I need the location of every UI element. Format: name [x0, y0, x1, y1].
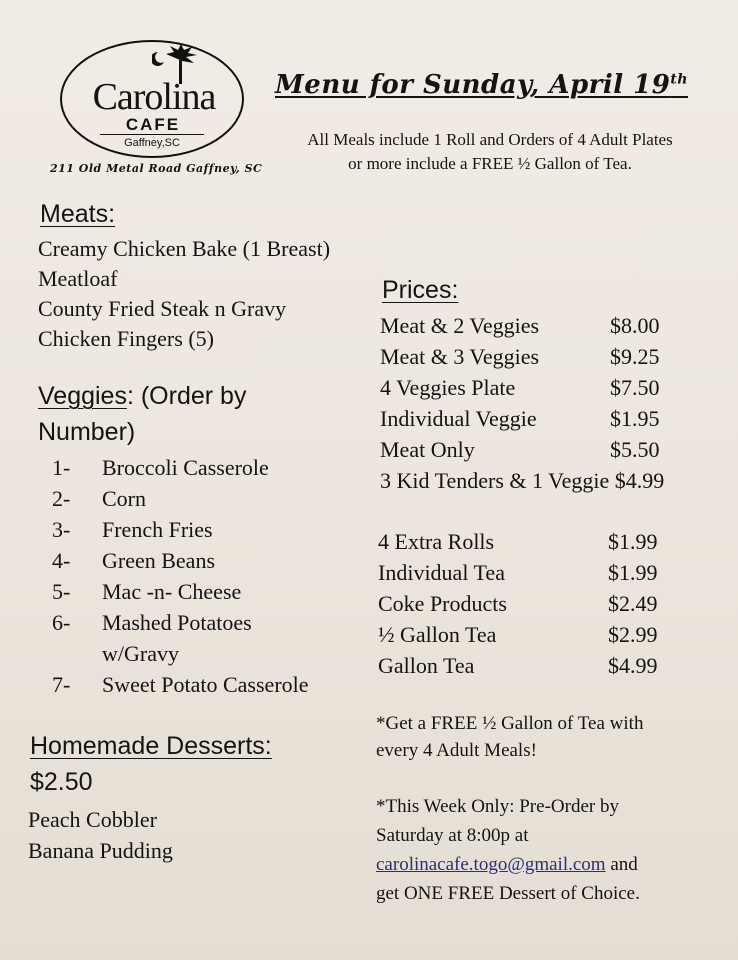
veggie-number: 1- — [52, 455, 71, 480]
price-item: Individual Veggie — [380, 406, 537, 431]
price-row — [380, 434, 730, 465]
cafe-logo — [60, 40, 244, 158]
intro-line-1: All Meals include 1 Roll and Orders of 4 Adult Plates — [307, 130, 673, 149]
free-tea-line-2: every 4 Adult Meals! — [376, 740, 537, 761]
logo-town: Gaffney,SC — [124, 137, 180, 149]
veggie-number: 4- — [52, 548, 71, 573]
veggies-heading-line-2: Number) — [38, 418, 136, 446]
veggie-name: Sweet Potato Casserole — [102, 672, 309, 697]
price-value: $8.00 — [610, 313, 660, 338]
veggie-name: w/Gravy — [102, 641, 179, 666]
preorder-line-4: get ONE FREE Dessert of Choice. — [376, 883, 640, 904]
price-row — [378, 526, 728, 557]
price-item: 4 Veggies Plate — [380, 375, 516, 400]
preorder-line-1: *This Week Only: Pre-Order by — [376, 796, 619, 817]
price-value: $1.99 — [608, 560, 658, 585]
intro-text — [255, 128, 725, 176]
dessert-item: Peach Cobbler — [28, 807, 157, 832]
price-row — [378, 650, 728, 681]
veggie-name: Mac -n- Cheese — [102, 579, 242, 604]
veggie-name: Broccoli Casserole — [102, 455, 269, 480]
price-row — [378, 619, 728, 650]
prices-heading: Prices: — [382, 276, 459, 304]
price-row — [378, 588, 728, 619]
veggie-name: Mashed Potatoes — [102, 610, 252, 635]
meat-item: Meatloaf — [38, 266, 118, 291]
price-value: $2.99 — [608, 622, 658, 647]
menu-title-suffix: th — [670, 71, 688, 88]
logo-subname: CAFE — [125, 115, 181, 134]
price-row — [380, 403, 730, 434]
veggies-heading-word: Veggies — [38, 382, 127, 410]
veggie-number: 7- — [52, 672, 71, 697]
veggie-name: Corn — [102, 486, 146, 511]
veggie-name: Green Beans — [102, 548, 216, 573]
meat-item: Creamy Chicken Bake (1 Breast) — [38, 236, 331, 261]
price-item: Meat & 3 Veggies — [380, 344, 540, 369]
veggie-number: 3- — [52, 517, 71, 542]
kids-price-row: 3 Kid Tenders & 1 Veggie $4.99 — [380, 468, 665, 493]
free-tea-note — [376, 710, 726, 764]
meal-prices-list — [380, 310, 730, 496]
price-row — [380, 341, 730, 372]
preorder-and: and — [605, 854, 638, 875]
veggies-heading-rest: : (Order by — [126, 382, 247, 410]
desserts-heading: Homemade Desserts: — [30, 732, 272, 760]
preorder-line-3 — [376, 850, 726, 879]
price-value: $2.49 — [608, 591, 658, 616]
price-item: Gallon Tea — [378, 653, 475, 678]
logo-name: Carolina — [92, 76, 216, 118]
price-item: Coke Products — [378, 591, 507, 616]
desserts-list — [28, 804, 173, 866]
price-item: ½ Gallon Tea — [378, 622, 497, 647]
logo-divider — [100, 134, 204, 135]
price-row — [378, 557, 728, 588]
address: 211 Old Metal Road Gaffney, SC — [50, 162, 263, 175]
veggie-number: 2- — [52, 486, 71, 511]
menu-title — [275, 70, 688, 100]
free-tea-line-1: *Get a FREE ½ Gallon of Tea with — [376, 713, 644, 734]
email-link[interactable]: carolinacafe.togo@gmail.com — [376, 854, 606, 875]
extras-prices-list — [378, 526, 728, 681]
desserts-price: $2.50 — [30, 768, 93, 796]
veggie-name: French Fries — [102, 517, 213, 542]
dessert-item: Banana Pudding — [28, 838, 173, 863]
meats-list — [38, 234, 330, 354]
price-item: Meat Only — [380, 437, 475, 462]
price-value: $9.25 — [610, 344, 660, 369]
price-value: $5.50 — [610, 437, 660, 462]
preorder-line-2: Saturday at 8:00p at — [376, 825, 529, 846]
meat-item: County Fried Steak n Gravy — [38, 296, 287, 321]
intro-line-2: or more include a FREE ½ Gallon of Tea. — [348, 154, 632, 173]
price-item: Meat & 2 Veggies — [380, 313, 540, 338]
price-value: $1.99 — [608, 529, 658, 554]
price-value: $1.95 — [610, 406, 660, 431]
meats-heading: Meats: — [40, 200, 116, 228]
meat-item: Chicken Fingers (5) — [38, 326, 214, 351]
preorder-note — [376, 792, 726, 908]
veggies-heading — [38, 380, 246, 412]
veggie-number: 6- — [52, 610, 71, 635]
price-row — [380, 372, 730, 403]
menu-title-text: Menu for Sunday, April 19 — [275, 70, 671, 100]
price-row — [380, 310, 730, 341]
price-value: $7.50 — [610, 375, 660, 400]
price-item: Individual Tea — [378, 560, 505, 585]
price-item: 4 Extra Rolls — [378, 529, 495, 554]
price-value: $4.99 — [608, 653, 658, 678]
veggie-number: 5- — [52, 579, 71, 604]
